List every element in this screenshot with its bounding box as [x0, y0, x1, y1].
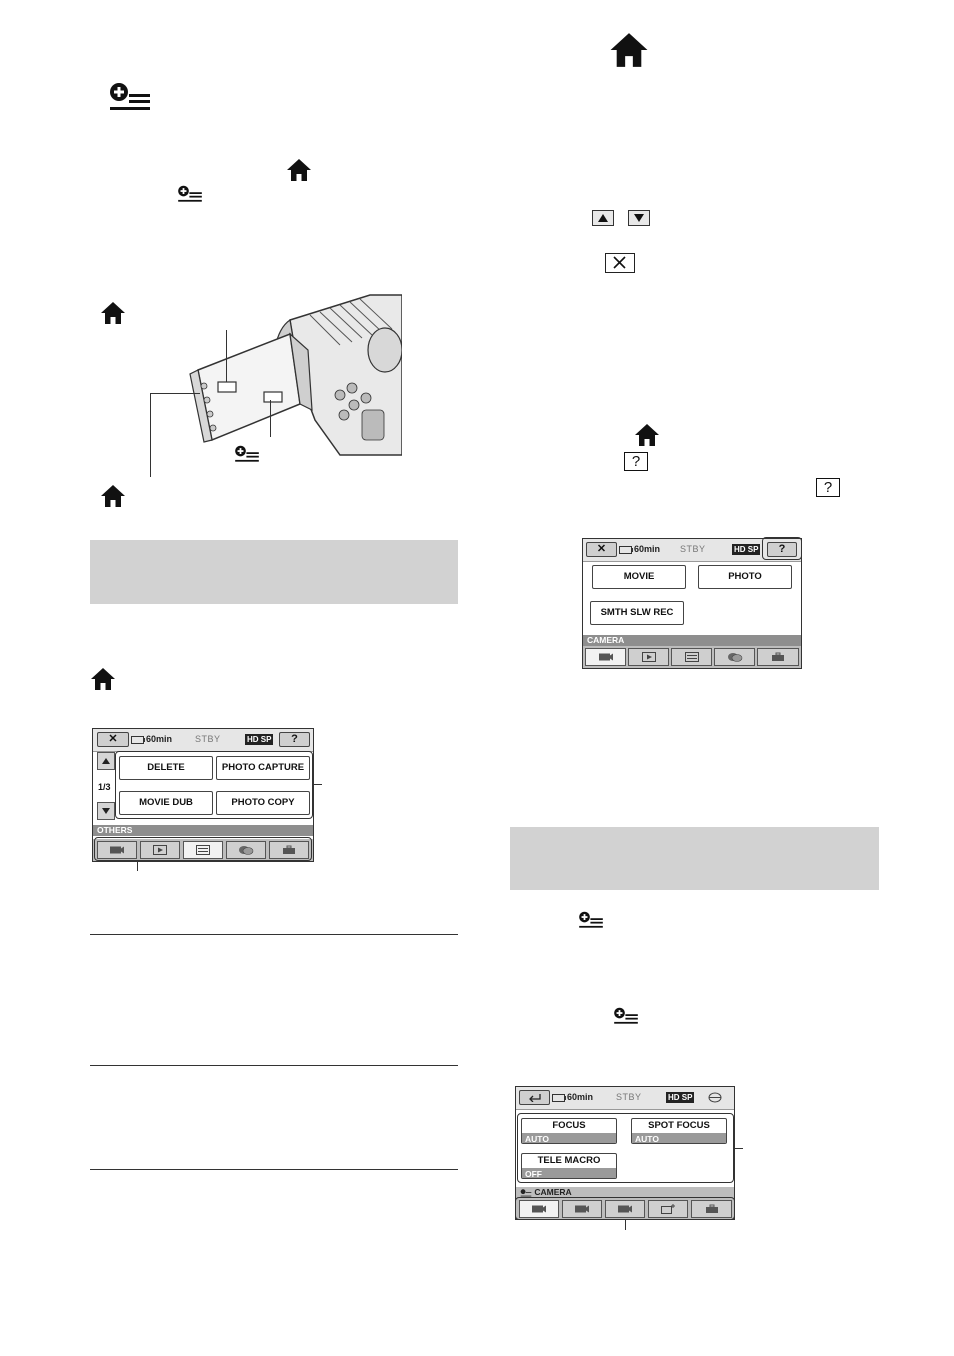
menu-item-photo-capture[interactable]: PHOTO CAPTURE	[216, 756, 310, 780]
category-label-text: CAMERA	[534, 1187, 572, 1197]
battery-icon	[619, 546, 633, 554]
option-icon	[177, 184, 203, 204]
menu-item-value: AUTO	[632, 1133, 726, 1144]
disc-media-icon	[708, 1092, 722, 1103]
category-label: CAMERA	[583, 635, 801, 646]
menu-item-label: TELE MACRO	[537, 1155, 601, 1166]
leader-line	[735, 1148, 743, 1149]
menu-item-photo-copy[interactable]: PHOTO COPY	[216, 791, 310, 815]
lcd-screen-camera	[582, 538, 802, 669]
return-button[interactable]	[519, 1090, 550, 1105]
rec-mode-badge: HD SP	[247, 735, 272, 744]
help-button[interactable]: ?	[279, 732, 310, 747]
triangle-down-icon	[98, 803, 114, 819]
tab-others[interactable]	[671, 648, 712, 666]
tab-playback[interactable]	[628, 648, 669, 666]
leader-line	[270, 400, 271, 437]
status-text: STBY	[195, 734, 221, 744]
battery-icon	[552, 1094, 566, 1102]
section-heading-band	[510, 827, 879, 890]
triangle-down-icon	[629, 211, 649, 225]
menu-item-label: FOCUS	[552, 1120, 586, 1131]
home-icon	[100, 301, 126, 325]
leader-line	[150, 393, 151, 477]
toolbox-icon	[771, 652, 785, 662]
help-button[interactable]: ?	[767, 542, 797, 557]
status-text: STBY	[616, 1092, 642, 1102]
leader-line	[625, 1220, 626, 1230]
close-x-icon	[606, 254, 633, 271]
menu-item-smooth-slow-rec[interactable]: SMTH SLW REC	[590, 601, 684, 625]
option-icon	[234, 444, 260, 464]
question-mark-icon: ?	[816, 478, 840, 497]
menu-item-tele-macro[interactable]	[521, 1153, 617, 1179]
camcorder-illustration	[140, 290, 402, 490]
battery-time: 60min	[634, 544, 661, 554]
battery-time: 60min	[567, 1092, 594, 1102]
leader-line	[150, 393, 200, 394]
rec-mode-badge: HD SP	[668, 1093, 693, 1102]
leader-line	[226, 330, 227, 382]
menu-item-movie-dub[interactable]: MOVIE DUB	[119, 791, 213, 815]
triangle-up-icon	[98, 753, 114, 769]
question-mark-icon: ?	[624, 452, 648, 471]
menu-item-focus[interactable]	[521, 1118, 617, 1144]
menu-item-photo[interactable]: PHOTO	[698, 565, 792, 589]
camcorder-icon	[598, 653, 614, 662]
rec-mode-badge: HD SP	[734, 545, 759, 554]
option-icon	[578, 910, 604, 930]
battery-icon	[131, 736, 145, 744]
home-icon	[286, 158, 312, 182]
category-tabs	[583, 646, 801, 668]
option-icon	[613, 1006, 639, 1026]
page-indicator: 1/3	[98, 782, 111, 792]
disc-icon	[727, 652, 743, 662]
menu-item-value: OFF	[522, 1168, 616, 1179]
scroll-down-button[interactable]	[97, 802, 115, 820]
option-icon	[520, 1189, 532, 1197]
divider-line	[90, 1065, 458, 1066]
home-icon	[90, 667, 116, 691]
battery-time: 60min	[146, 734, 173, 744]
lcd-screen-others	[92, 728, 314, 862]
leader-line	[314, 784, 322, 785]
home-icon	[100, 484, 126, 508]
menu-item-spot-focus[interactable]	[631, 1118, 727, 1144]
tab-settings[interactable]	[757, 648, 799, 666]
menu-item-delete[interactable]: DELETE	[119, 756, 213, 780]
leader-line	[137, 862, 138, 871]
close-button[interactable]: ✕	[586, 542, 617, 557]
menu-item-label: SPOT FOCUS	[648, 1120, 710, 1131]
home-icon	[634, 423, 660, 447]
home-icon	[609, 31, 649, 69]
help-button-highlight	[762, 537, 802, 560]
divider-line	[90, 934, 458, 935]
scroll-up-button	[592, 210, 614, 226]
scroll-up-button[interactable]	[97, 752, 115, 770]
return-arrow-icon	[528, 1093, 542, 1102]
category-label: OTHERS	[93, 825, 313, 836]
menu-item-movie[interactable]: MOVIE	[592, 565, 686, 589]
option-icon	[108, 82, 152, 112]
scroll-down-button	[628, 210, 650, 226]
section-heading-band	[90, 540, 458, 604]
divider-line	[90, 1169, 458, 1170]
close-button[interactable]: ✕	[97, 732, 129, 747]
status-text: STBY	[680, 544, 706, 554]
play-icon	[642, 652, 656, 662]
tab-camera[interactable]	[585, 648, 626, 666]
menu-item-value: AUTO	[522, 1133, 616, 1144]
triangle-up-icon	[593, 211, 613, 225]
close-button-icon	[605, 253, 635, 273]
lcd-screen-option	[515, 1086, 735, 1220]
tabs-highlight	[94, 837, 312, 861]
tab-media[interactable]	[714, 648, 755, 666]
tabs-highlight	[515, 1197, 735, 1220]
list-icon	[685, 652, 699, 662]
